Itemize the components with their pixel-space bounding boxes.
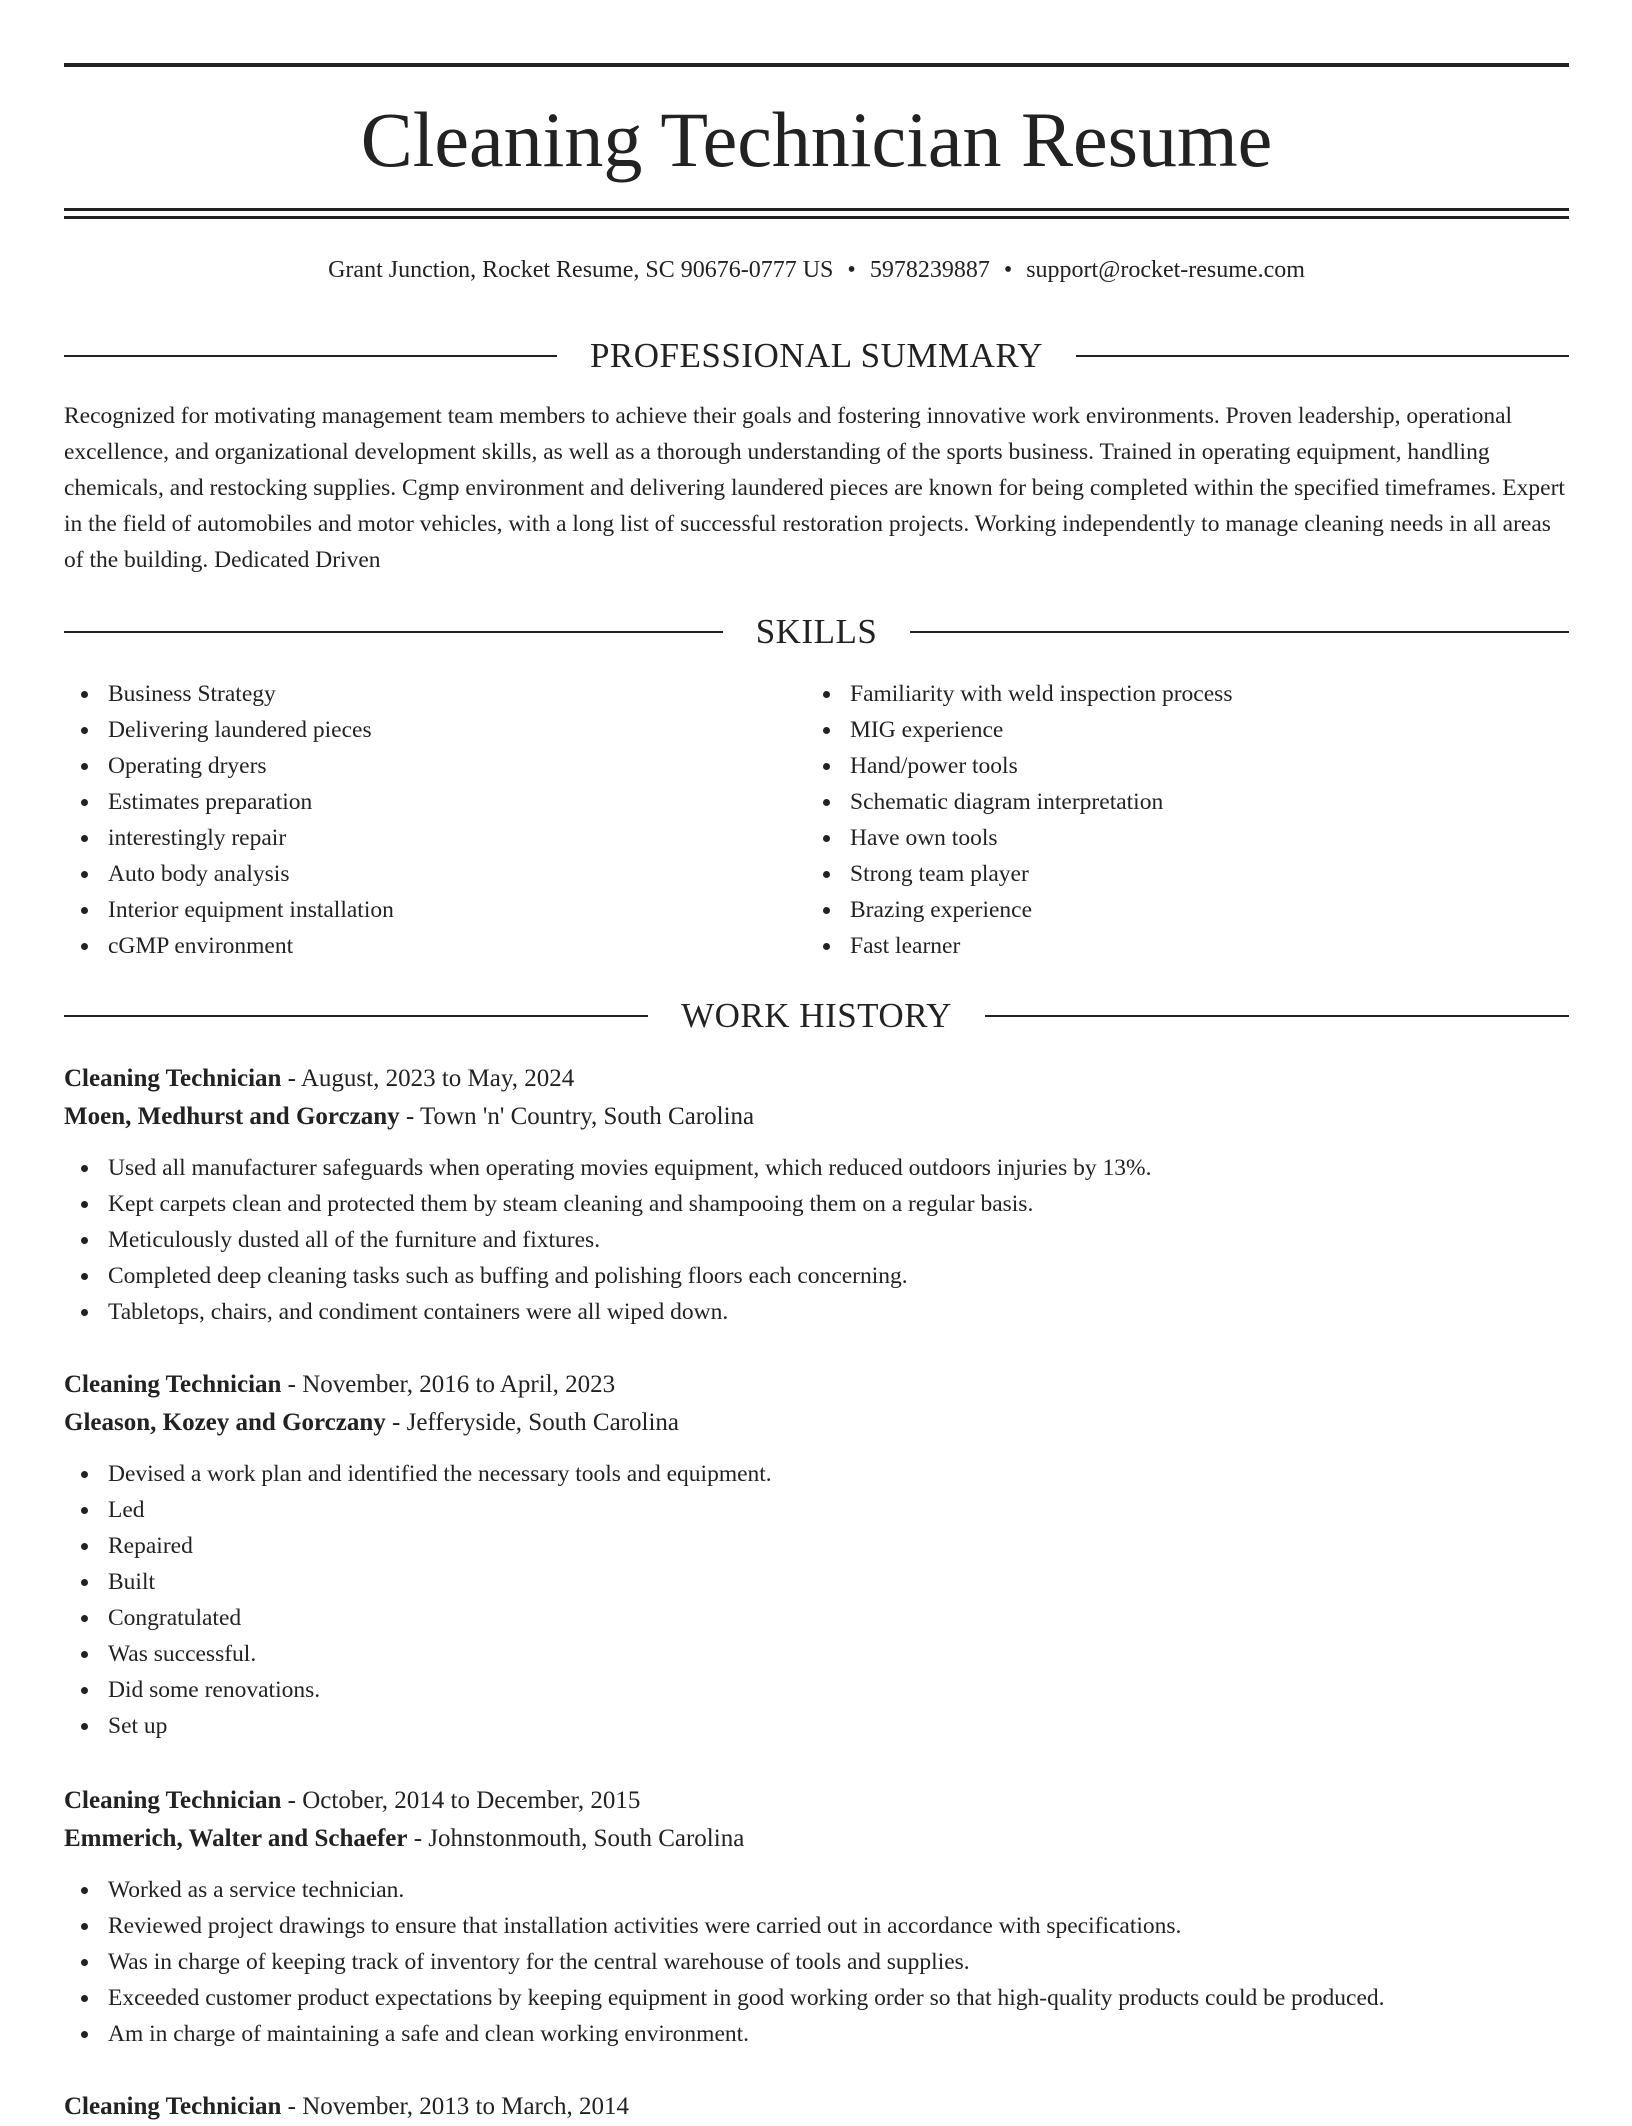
job-dates: - November, 2016 to April, 2023 xyxy=(281,1371,616,1398)
heading-rule xyxy=(1076,355,1569,357)
contact-email[interactable]: support@rocket-resume.com xyxy=(1026,257,1305,283)
skill-item: Brazing experience xyxy=(806,892,1546,928)
job-company: Moen, Medhurst and Gorczany xyxy=(64,1103,400,1130)
job-location: - Town 'n' Country, South Carolina xyxy=(399,1103,755,1130)
job-bullet: Reviewed project drawings to ensure that installation activities were carried out in accordance with specifications. xyxy=(64,1908,1569,1944)
job-bullet: Worked as a service technician. xyxy=(64,1872,1569,1908)
skill-item: Estimates preparation xyxy=(64,784,804,820)
job-bullet: Meticulously dusted all of the furniture and fixtures. xyxy=(64,1222,1569,1258)
contact-line xyxy=(64,254,1569,286)
job-bullet: Kept carpets clean and protected them by steam cleaning and shampooing them on a regular basis. xyxy=(64,1186,1569,1222)
skill-item: Auto body analysis xyxy=(64,856,804,892)
job-bullet: Devised a work plan and identified the necessary tools and equipment. xyxy=(64,1456,1569,1492)
job-company-line xyxy=(64,1820,1569,1858)
job-dates: - November, 2013 to March, 2014 xyxy=(281,2093,629,2120)
job-location: - Johnstonmouth, South Carolina xyxy=(407,1825,745,1852)
contact-separator: • xyxy=(847,257,856,283)
skills-heading xyxy=(64,610,1569,654)
job-bullet: Exceeded customer product expectations by keeping equipment in good working order so that high-quality products could be produced. xyxy=(64,1980,1569,2016)
skill-item: Delivering laundered pieces xyxy=(64,712,804,748)
job-title-line xyxy=(64,1366,1569,1404)
summary-heading-label: PROFESSIONAL SUMMARY xyxy=(589,336,1044,375)
job-bullet: Congratulated xyxy=(64,1600,1569,1636)
summary-text: Recognized for motivating management team members to achieve their goals and fostering innovative work environments. Proven leadership, operational excellence, and organizational development skills, as well as a thorough understanding of the sports business. Trained in operating equipment, handling chemicals, and restocking supplies. Cgmp environment and delivering laundered pieces are known for being completed within the specified timeframes. Expert in the field of automobiles and motor vehicles, with a long list of successful restoration projects. Working independently to manage cleaning needs in all areas of the building. Dedicated Driven xyxy=(64,403,1565,573)
job-title-line xyxy=(64,2088,1569,2126)
job-title: Cleaning Technician xyxy=(64,1371,282,1398)
job-company-line xyxy=(64,1098,1569,1136)
skill-item: MIG experience xyxy=(806,712,1546,748)
job-location: - Jefferyside, South Carolina xyxy=(385,1409,679,1436)
job-bullet: Built xyxy=(64,1564,1569,1600)
job-bullet: Was successful. xyxy=(64,1636,1569,1672)
skills-list-right xyxy=(806,676,1546,964)
job-bullet: Am in charge of maintaining a safe and clean working environment. xyxy=(64,2016,1569,2052)
title-underline xyxy=(64,216,1569,219)
job-bullet: Repaired xyxy=(64,1528,1569,1564)
summary-heading xyxy=(64,334,1569,378)
heading-rule xyxy=(64,1015,648,1017)
work-history-heading xyxy=(64,994,1569,1038)
job-bullet: Set up xyxy=(64,1708,1569,1744)
job-bullet: Used all manufacturer safeguards when operating movies equipment, which reduced outdoors injuries by 13%. xyxy=(64,1150,1569,1186)
job-entry xyxy=(64,1366,1569,1744)
title-underline xyxy=(64,208,1569,211)
heading-rule xyxy=(64,355,557,357)
contact-address: Grant Junction, Rocket Resume, SC 90676-0777 US xyxy=(328,257,834,283)
skill-item: Schematic diagram interpretation xyxy=(806,784,1546,820)
heading-rule xyxy=(985,1015,1569,1017)
job-dates: - August, 2023 to May, 2024 xyxy=(281,1065,575,1092)
skill-item: Familiarity with weld inspection process xyxy=(806,676,1546,712)
skill-item: Fast learner xyxy=(806,928,1546,964)
job-company: Emmerich, Walter and Schaefer xyxy=(64,1825,408,1852)
job-bullet: Completed deep cleaning tasks such as buffing and polishing floors each concerning. xyxy=(64,1258,1569,1294)
job-bullets xyxy=(64,1150,1569,1330)
job-title: Cleaning Technician xyxy=(64,2093,282,2120)
skill-item: Operating dryers xyxy=(64,748,804,784)
contact-separator: • xyxy=(1003,257,1013,283)
job-entry xyxy=(64,2088,1569,2126)
job-title-line xyxy=(64,1060,1569,1098)
skills-list-left xyxy=(64,676,804,964)
skill-item: Interior equipment installation xyxy=(64,892,804,928)
job-bullet: Led xyxy=(64,1492,1569,1528)
job-title: Cleaning Technician xyxy=(64,1065,282,1092)
job-dates: - October, 2014 to December, 2015 xyxy=(281,1787,641,1814)
contact-phone: 5978239887 xyxy=(869,257,990,283)
heading-rule xyxy=(910,631,1569,633)
job-bullet: Tabletops, chairs, and condiment containers were all wiped down. xyxy=(64,1294,1569,1330)
job-bullet: Did some renovations. xyxy=(64,1672,1569,1708)
skills-heading-label: SKILLS xyxy=(755,612,878,651)
work-history-heading-label: WORK HISTORY xyxy=(681,996,952,1035)
page-title: Cleaning Technician Resume xyxy=(360,96,1273,183)
top-rule xyxy=(64,63,1569,67)
job-bullet: Was in charge of keeping track of inventory for the central warehouse of tools and supplies. xyxy=(64,1944,1569,1980)
job-title: Cleaning Technician xyxy=(64,1787,282,1814)
skill-item: cGMP environment xyxy=(64,928,804,964)
skill-item: Strong team player xyxy=(806,856,1546,892)
skill-item: Business Strategy xyxy=(64,676,804,712)
job-entry xyxy=(64,1782,1569,2052)
job-bullets xyxy=(64,1872,1569,2052)
job-entry xyxy=(64,1060,1569,1330)
skill-item: Hand/power tools xyxy=(806,748,1546,784)
job-company-line xyxy=(64,1404,1569,1442)
skill-item: interestingly repair xyxy=(64,820,804,856)
job-bullets xyxy=(64,1456,1569,1744)
job-company: Gleason, Kozey and Gorczany xyxy=(64,1409,386,1436)
job-title-line xyxy=(64,1782,1569,1820)
heading-rule xyxy=(64,631,723,633)
skill-item: Have own tools xyxy=(806,820,1546,856)
